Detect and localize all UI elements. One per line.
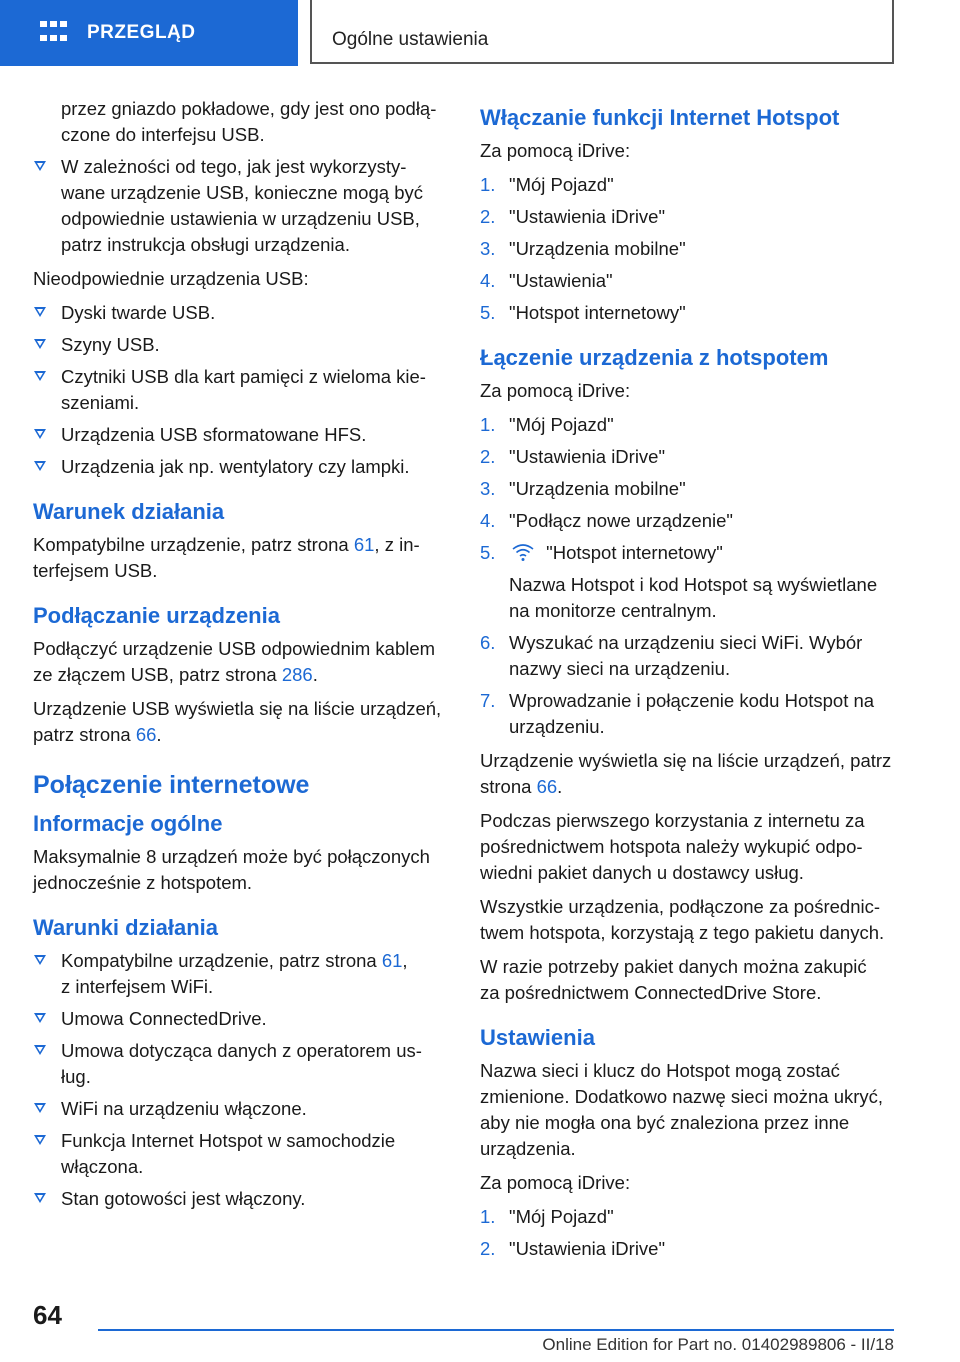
condition-text-a: Kompatybilne urządzenie, patrz strona [33,534,354,555]
bullet-triangle-icon [33,1102,47,1116]
bullet-triangle-icon [33,370,47,384]
bullet-triangle-icon [33,954,47,968]
page-number: 64 [33,1300,62,1330]
list-item-text: Funkcja Internet Hotspot w samochodzie włączona. [61,1130,396,1177]
overview-nav-label: PRZEGLĄD [87,22,196,43]
conditions-b1a: Kompatybilne urządzenie, patrz strona [61,950,382,971]
step-text: "Mój Pojazd" [509,1206,614,1227]
left-column [33,96,447,1220]
usage-text-3: W razie potrzeby pakiet danych można zakupić za pośrednictwem ConnectedDrive Store. [480,956,867,1003]
list-item-text: Urządzenia jak np. wentylatory czy lampki. [61,456,410,477]
list-item [33,96,447,148]
list-item [33,1006,447,1032]
list-item-text: Czytniki USB dla kart pamięci z wieloma kie- szeniami. [61,366,426,413]
enable-steps-list [480,172,900,326]
page-link-61[interactable]: 61 [353,534,375,555]
step-item [480,630,900,682]
general-info-heading: Informacje ogólne [33,811,223,836]
step-item [480,300,900,326]
list-item [33,1186,447,1212]
step-text: "Ustawienia" [509,270,613,291]
step-item [480,508,900,534]
enable-hotspot-heading: Włączanie funkcji Internet Hotspot [480,105,840,130]
step-item [480,412,900,438]
list-item [33,454,447,480]
settings-text: Nazwa sieci i klucz do Hotspot mogą zostać zmienione. Dodatkowo nazwę sieci można ukryć, aby nie mogła ona być znaleziona przez inne urządzenia. [480,1060,884,1159]
section-title-tab[interactable] [310,0,894,64]
step-item [480,1236,900,1262]
bullet-triangle-icon [33,1192,47,1206]
connect-text-1a: Podłączyć urządzenie USB odpowiednim kablem ze złączem USB, patrz strona [33,638,436,685]
condition-heading: Warunek działania [33,499,225,524]
list-item-text: Dyski twarde USB. [61,302,216,323]
step-text: "Hotspot internetowy" [546,542,723,563]
step-item [480,444,900,470]
list-item-text: Szyny USB. [61,334,160,355]
settings-heading: Ustawienia [480,1025,595,1050]
unsuitable-devices-list [33,300,447,480]
unsuitable-intro: Nieodpowiednie urządzenia USB: [33,268,309,289]
step-text: "Urządzenia mobilne" [509,478,686,499]
step-text: "Mój Pojazd" [509,174,614,195]
step-number: 6. [480,632,496,653]
step-text: "Ustawienia iDrive" [509,446,666,467]
settings-steps-list [480,1204,900,1262]
settings-intro: Za pomocą iDrive: [480,1172,631,1193]
step-number: 3. [480,238,496,259]
list-item [33,154,447,258]
list-item [33,364,447,416]
page-link-286[interactable]: 286 [281,664,313,685]
step-item [480,172,900,198]
step-item [480,1204,900,1230]
connect-text-2b: . [156,724,162,745]
pair-after-a: Urządzenie wyświetla się na liście urządzeń, patrz strona [480,750,892,797]
bullet-triangle-icon [33,1134,47,1148]
list-item-text: przez gniazdo pokładowe, gdy jest ono podłą- czone do interfejsu USB. [61,98,437,145]
right-column [480,96,900,1270]
list-item [33,1128,447,1180]
step-item [480,476,900,502]
step-number: 5. [480,302,496,323]
page-link-66[interactable]: 66 [536,776,558,797]
list-item-text: WiFi na urządzeniu włączone. [61,1098,307,1119]
list-item [33,1096,447,1122]
conditions-b1b: , z interfejsem WiFi. [61,950,408,997]
list-item-text: Urządzenia USB sformatowane HFS. [61,424,367,445]
page-header [0,0,960,66]
step-text: "Ustawienia iDrive" [509,1238,666,1259]
step-text: "Hotspot internetowy" [509,302,686,323]
list-item-text: Stan gotowości jest włączony. [61,1188,306,1209]
step-number: 2. [480,206,496,227]
enable-intro: Za pomocą iDrive: [480,140,631,161]
bullet-triangle-icon [33,306,47,320]
bullet-triangle-icon [33,1044,47,1058]
list-item-text: Umowa ConnectedDrive. [61,1008,267,1029]
connect-text-2 [33,696,447,748]
pair-intro: Za pomocą iDrive: [480,380,631,401]
step-number: 2. [480,1238,496,1259]
step-item [480,540,900,624]
overview-nav-tab[interactable] [0,0,298,66]
list-item [33,1038,447,1090]
page-link-66[interactable]: 66 [135,724,157,745]
step-number: 5. [480,542,496,563]
footer-divider [98,1329,894,1331]
bullet-triangle-icon [33,338,47,352]
step-number: 3. [480,478,496,499]
footer-edition: Online Edition for Part no. 01402989806 - II/18 [542,1335,894,1354]
step-item [480,236,900,262]
pair-after-b: . [557,776,563,797]
pair-steps-list [480,412,900,740]
list-item [33,948,447,1000]
list-item-text: W zależności od tego, jak jest wykorzysty- wane urządzenie USB, konieczne mogą być odpowiednie ustawienia w urządzeniu USB, patrz instrukcja obsługi urządzenia. [61,156,423,255]
condition-text-b: , z in- terfejsem USB. [33,534,420,581]
step-number: 1. [480,1206,496,1227]
list-item [33,332,447,358]
section-title: Ogólne ustawienia [332,29,489,50]
bullet-triangle-icon [33,160,47,174]
step-text: "Urządzenia mobilne" [509,238,686,259]
step-number: 4. [480,270,496,291]
bullet-triangle-icon [33,428,47,442]
step-item [480,268,900,294]
usage-text-2: Wszystkie urządzenia, podłączone za pośrednic- twem hotspota, korzystają z tego pakietu danych. [480,896,885,943]
usb-notes-list [33,96,447,258]
step-text: "Mój Pojazd" [509,414,614,435]
grid-menu-icon [40,21,67,45]
list-item [33,422,447,448]
step-number: 2. [480,446,496,467]
conditions-list [33,948,447,1212]
bullet-triangle-icon [33,1012,47,1026]
step-text: "Podłącz nowe urządzenie" [509,510,733,531]
step-item [480,688,900,740]
step-number: 4. [480,510,496,531]
step-text: "Ustawienia iDrive" [509,206,666,227]
conditions-heading: Warunki działania [33,915,219,940]
page-link-61[interactable]: 61 [381,950,403,971]
step-number: 1. [480,414,496,435]
usage-text-1: Podczas pierwszego korzystania z internetu za pośrednictwem hotspota należy wykupić odpo- wiedni pakiet danych u dostawcy usług. [480,810,865,883]
step-note: Nazwa Hotspot i kod Hotspot są wyświetlane na monitorze centralnym. [509,574,878,621]
list-item-text [61,948,447,1000]
connect-text-1 [33,636,447,688]
step-text: Wyszukać na urządzeniu sieci WiFi. Wybór nazwy sieci na urządzeniu. [509,632,863,679]
wifi-icon [511,542,535,562]
connect-text-1b: . [312,664,318,685]
condition-text [33,532,447,584]
bullet-triangle-icon [33,460,47,474]
internet-heading: Połączenie internetowe [33,771,310,799]
connect-heading: Podłączanie urządzenia [33,603,280,628]
pair-hotspot-heading: Łączenie urządzenia z hotspotem [480,345,829,370]
general-info-text: Maksymalnie 8 urządzeń może być połączonych jednocześnie z hotspotem. [33,846,430,893]
step-text: Wprowadzanie i połączenie kodu Hotspot na urządzeniu. [509,690,875,737]
pair-after-text [480,748,900,800]
connect-text-2a: Urządzenie USB wyświetla się na liście urządzeń, patrz strona [33,698,442,745]
list-item [33,300,447,326]
step-number: 1. [480,174,496,195]
list-item-text: Umowa dotycząca danych z operatorem us- ług. [61,1040,422,1087]
step-item [480,204,900,230]
step-number: 7. [480,690,496,711]
